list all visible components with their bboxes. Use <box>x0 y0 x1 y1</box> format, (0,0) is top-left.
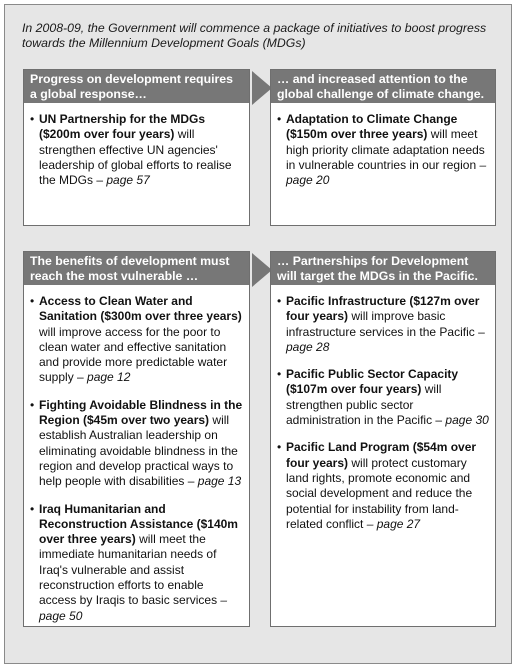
arrow-right-icon <box>252 253 272 287</box>
bullet-icon: • <box>277 440 282 455</box>
page-reference: – page 20 <box>286 157 487 188</box>
initiative-title: Adaptation to Climate Change ($150m over three years) <box>286 112 458 142</box>
panel-body <box>24 103 249 225</box>
panel-pacific-partnerships <box>270 251 496 627</box>
panel-body <box>271 285 495 626</box>
panel-body <box>271 103 495 225</box>
panel-heading: Progress on development requires a global response… <box>24 70 249 103</box>
panel-global-response <box>23 69 250 226</box>
page-reference: page 30 <box>445 413 489 428</box>
list-item <box>30 294 243 386</box>
page-reference: – page 50 <box>39 593 228 623</box>
initiative-title: Fighting Avoidable Blindness in the Region ($45m over two years) <box>39 397 243 428</box>
initiative-desc: will meet the immediate humanitarian needs of Iraq's vulnerable and assist reconstruction efforts to enable access by Iraqis to basic services <box>39 532 221 608</box>
initiative-title: Pacific Public Sector Capacity ($107m over four years) <box>286 367 459 397</box>
initiative-desc: will protect customary land rights, promote economic and social development and reduce the potential for instability from land-related conflict <box>286 455 473 531</box>
initiative-desc: will strengthen effective UN agencies' leadership of global efforts to realise the MDGs – <box>39 127 232 188</box>
page-reference: – page 27 <box>366 516 421 531</box>
panel-climate-change <box>270 69 496 226</box>
panel-heading: … and increased attention to the global challenge of climate change. <box>271 70 495 103</box>
initiative-desc: will strengthen public sector administration in the Pacific – <box>286 382 446 428</box>
page-reference: page 57 <box>106 173 150 188</box>
bullet-icon: • <box>30 294 35 308</box>
page-reference: page 13 <box>197 474 242 489</box>
list-item <box>30 112 243 188</box>
list-item <box>277 440 489 532</box>
initiative-title: Pacific Infrastructure ($127m over four years) <box>286 294 480 324</box>
initiative-desc: will improve basic infrastructure services in the Pacific – <box>286 309 485 339</box>
initiative-title: Pacific Land Program ($54m over four years) <box>286 440 477 470</box>
list-item <box>30 398 243 490</box>
initiative-title: Iraq Humanitarian and Reconstruction Assistance ($140m over three years) <box>39 501 238 547</box>
initiative-desc: will establish Australian leadership on eliminating avoidable blindness in the region and develop practical ways to help people with disabilities – <box>39 413 238 489</box>
bullet-icon: • <box>277 294 282 308</box>
page-reference: page 28 <box>286 339 330 354</box>
bullet-icon: • <box>30 501 35 516</box>
figure-box <box>4 4 512 664</box>
panel-heading: The benefits of development must reach the most vulnerable … <box>24 252 249 285</box>
bullet-icon: • <box>30 112 35 126</box>
page-reference: page 12 <box>87 370 131 385</box>
bullet-icon: • <box>277 112 282 126</box>
arrow-right-icon <box>252 71 272 105</box>
bullet-icon: • <box>30 397 35 412</box>
bullet-icon: • <box>277 367 282 382</box>
list-item <box>277 294 489 355</box>
panel-body <box>24 285 249 626</box>
initiative-title: UN Partnership for the MDGs ($200m over four years) <box>39 112 206 142</box>
list-item <box>277 112 489 188</box>
panel-heading: … Partnerships for Development will target the MDGs in the Pacific. <box>271 252 495 285</box>
initiative-title: Access to Clean Water and Sanitation ($300m over three years) <box>39 294 242 324</box>
list-item <box>30 502 243 624</box>
initiative-desc: will improve access for the poor to clean water and effective sanitation and provide more predictable water supply – <box>39 324 228 385</box>
panel-most-vulnerable <box>23 251 250 627</box>
intro-text: In 2008-09, the Government will commence a package of initiatives to boost progress towards the Millennium Development Goals (MDGs) <box>22 21 487 50</box>
initiative-desc: will meet high priority climate adaptation needs in vulnerable countries in our region <box>286 127 485 172</box>
list-item <box>277 367 489 428</box>
